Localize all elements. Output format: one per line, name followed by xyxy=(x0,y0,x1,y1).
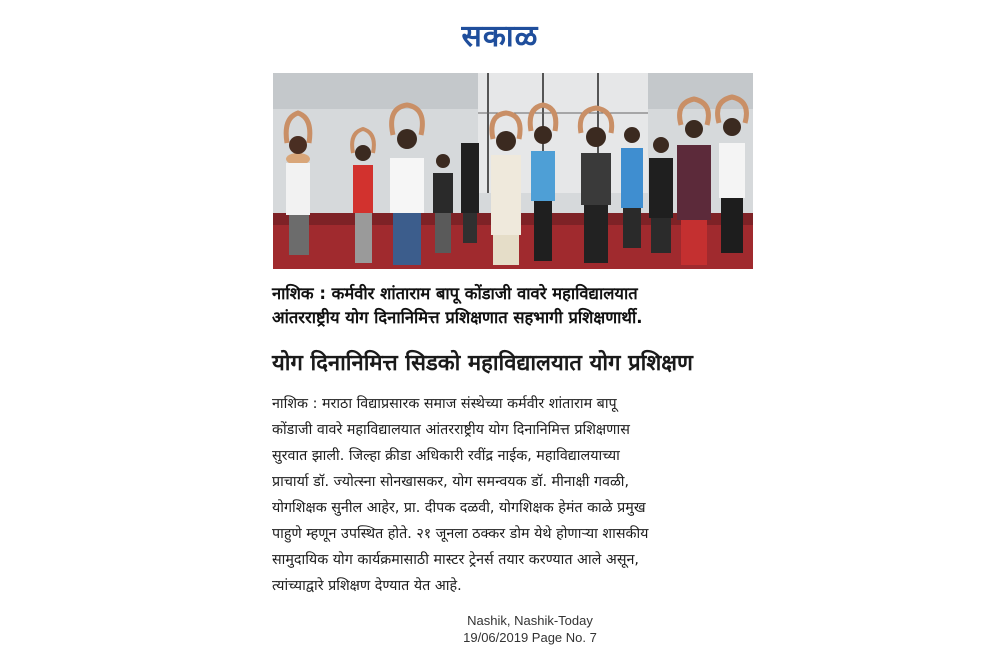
yoga-group-photo-icon xyxy=(273,73,753,269)
source-info xyxy=(420,612,640,646)
body-line: कोंडाजी वावरे महाविद्यालयात आंतरराष्ट्रीय योग दिनानिमित्त प्रशिक्षणास xyxy=(272,422,630,438)
body-line: नाशिक : मराठा विद्याप्रसारक समाज संस्थेच्या कर्मवीर शांताराम बापू xyxy=(272,396,617,412)
body-line: सुरवात झाली. जिल्हा क्रीडा अधिकारी रवींद्र नाईक, महाविद्यालयाच्या xyxy=(272,448,620,464)
body-line: सामुदायिक योग कार्यक्रमासाठी मास्टर ट्रेनर्स तयार करण्यात आले असून, xyxy=(272,552,639,568)
article-headline: योग दिनानिमित्त सिडको महाविद्यालयात योग प्रशिक्षण xyxy=(272,351,693,376)
body-line: त्यांच्याद्वारे प्रशिक्षण देण्यात येत आहे. xyxy=(272,578,462,594)
source-edition: Nashik, Nashik-Today xyxy=(467,613,593,628)
photo-caption xyxy=(272,282,762,330)
masthead-title: सकाळ xyxy=(461,19,539,54)
body-line: पाहुणे म्हणून उपस्थित होते. २१ जूनला ठक्कर डोम येथे होणाऱ्या शासकीय xyxy=(272,526,649,542)
yoga-group-photo xyxy=(273,73,753,269)
caption-line-2: आंतरराष्ट्रीय योग दिनानिमित्त प्रशिक्षणात सहभागी प्रशिक्षणार्थी. xyxy=(272,308,643,327)
body-line: योगशिक्षक सुनील आहेर, प्रा. दीपक दळवी, योगशिक्षक हेमंत काळे प्रमुख xyxy=(272,500,646,516)
newspaper-masthead xyxy=(0,14,1000,55)
source-date-page: 19/06/2019 Page No. 7 xyxy=(463,630,597,645)
article-body xyxy=(272,391,762,599)
caption-line-1: नाशिक : कर्मवीर शांताराम बापू कोंडाजी वावरे महाविद्यालयात xyxy=(272,284,638,303)
body-line: प्राचार्या डॉ. ज्योत्स्ना सोनखासकर, योग समन्वयक डॉ. मीनाक्षी गवळी, xyxy=(272,474,630,490)
